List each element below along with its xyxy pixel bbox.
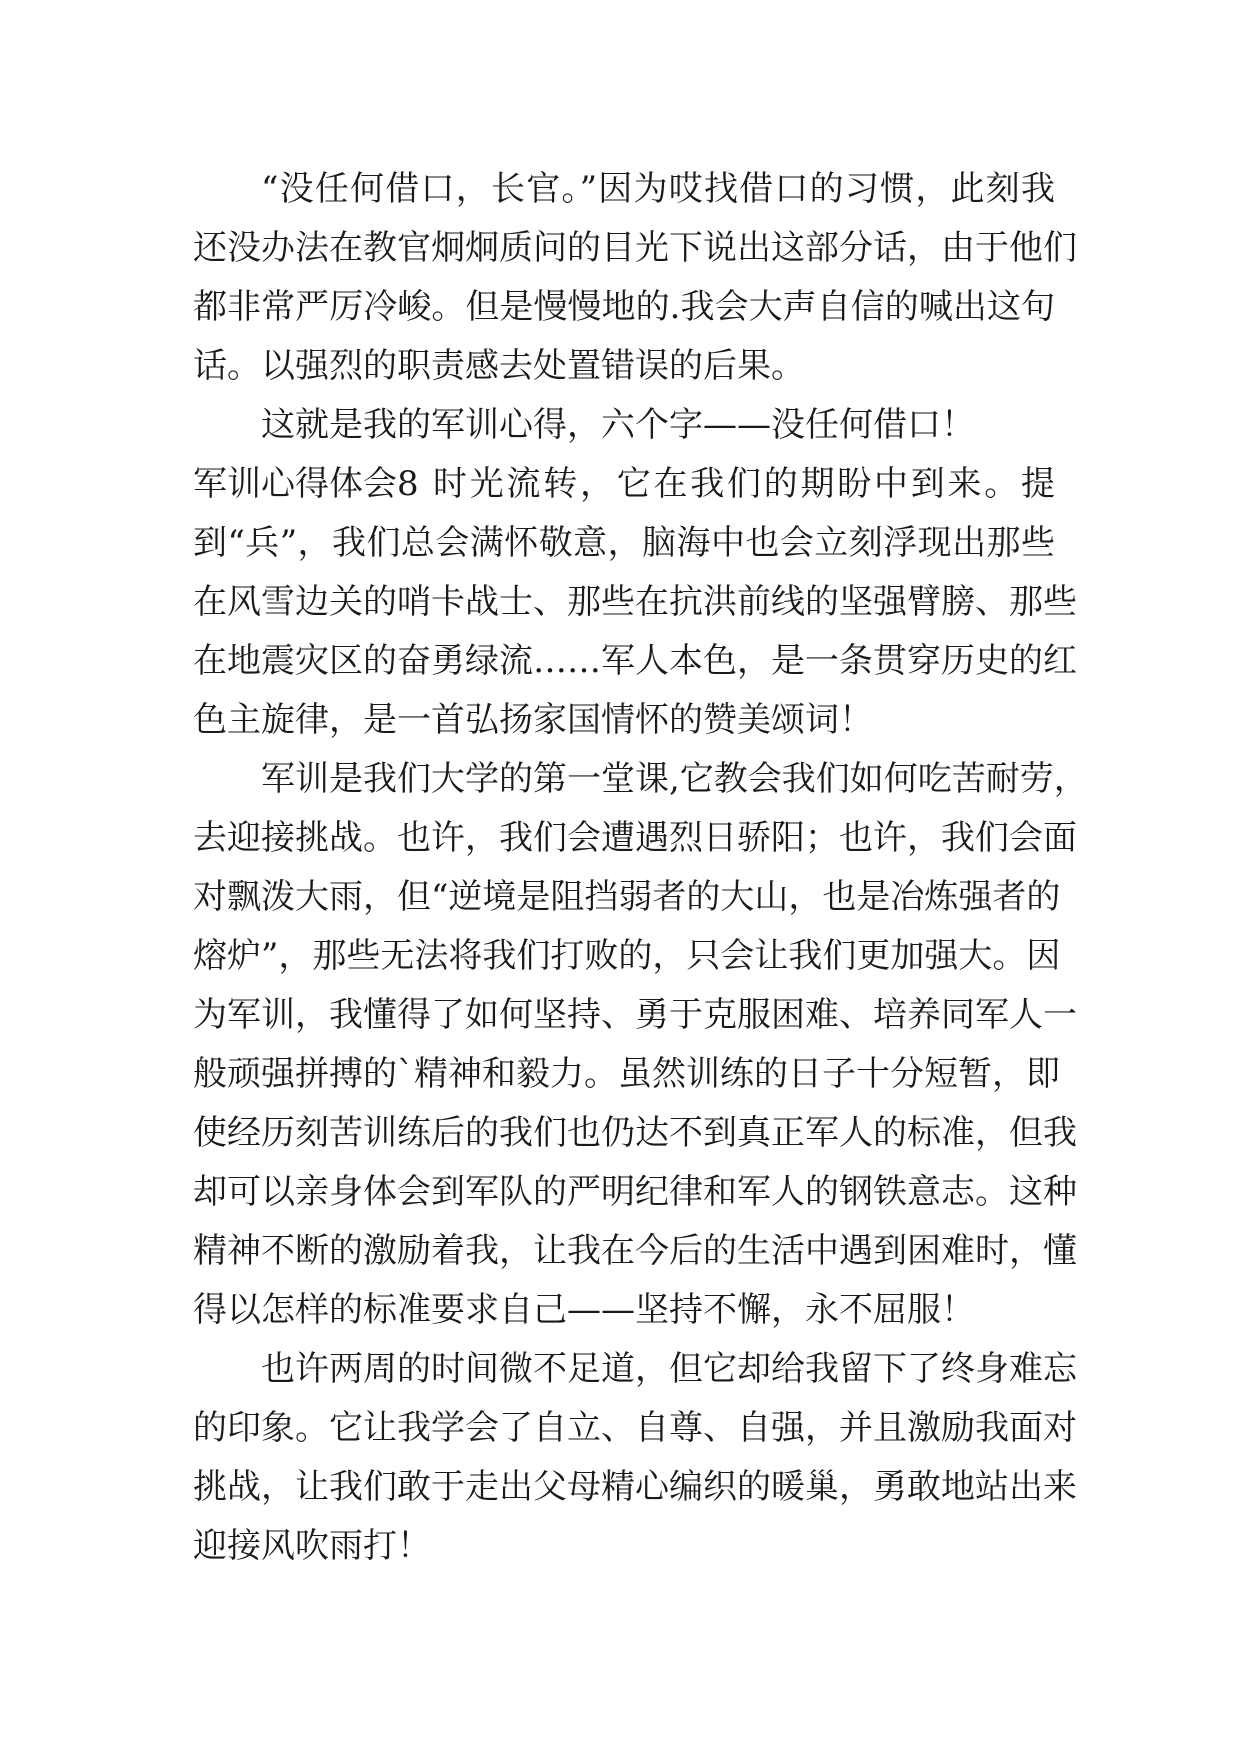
- paragraph-line: 使经历刻苦训练后的我们也仍达不到真正军人的标准，但我: [193, 1113, 1077, 1153]
- paragraph-line: 在风雪边关的哨卡战士、那些在抗洪前线的坚强臂膀、那些: [193, 582, 1077, 622]
- document-body: [193, 160, 1088, 1576]
- paragraph-line: 都非常严厉冷峻。但是慢慢地的.我会大声自信的喊出这句: [193, 287, 1055, 327]
- paragraph-line: 还没办法在教官炯炯质问的目光下说出这部分话，由于他们: [193, 228, 1077, 268]
- paragraph-line: 却可以亲身体会到军队的严明纪律和军人的钢铁意志。这种: [193, 1172, 1077, 1212]
- paragraph-line: 的印象。它让我学会了自立、自尊、自强，并且激励我面对: [193, 1408, 1077, 1448]
- paragraph-line: 挑战，让我们敢于走出父母精心编织的暖巢，勇敢地站出来: [193, 1467, 1077, 1507]
- paragraph-line: 话。以强烈的职责感去处置错误的后果。: [193, 346, 805, 386]
- paragraph-line: 熔炉”，那些无法将我们打败的，只会让我们更加强大。因: [193, 936, 1061, 976]
- paragraph-line: 时光流转，它在我们的期盼中到来。提: [433, 464, 1055, 504]
- paragraph-line: 到“兵”，我们总会满怀敬意，脑海中也会立刻浮现出那些: [193, 523, 1055, 563]
- paragraph-line: 去迎接挑战。也许，我们会遭遇烈日骄阳；也许，我们会面: [193, 818, 1077, 858]
- paragraph-line: 般顽强拼搏的`精神和毅力。虽然训练的日子十分短暂，即: [193, 1054, 1060, 1094]
- paragraph-line: 也许两周的时间微不足道，但它却给我留下了终身难忘: [261, 1349, 1077, 1389]
- paragraph-line: 这就是我的军训心得，六个字——没任何借口！: [261, 405, 975, 445]
- paragraph-line: 军训是我们大学的第一堂课,它教会我们如何吃苦耐劳，: [261, 759, 1088, 799]
- section-heading: 军训心得体会8: [193, 464, 419, 504]
- paragraph-line: 迎接风吹雨打！: [193, 1526, 431, 1566]
- paragraph-line: 为军训，我懂得了如何坚持、勇于克服困难、培养同军人一: [193, 995, 1077, 1035]
- paragraph-line: 精神不断的激励着我，让我在今后的生活中遇到困难时，懂: [193, 1231, 1077, 1271]
- paragraph-line: “没任何借口，长官。”因为哎找借口的习惯，此刻我: [261, 169, 1055, 209]
- paragraph-line: 得以怎样的标准要求自己——坚持不懈，永不屈服！: [193, 1290, 975, 1330]
- section-heading-line: [193, 455, 1055, 514]
- paragraph-line: 在地震灾区的奋勇绿流……军人本色，是一条贯穿历史的红: [193, 641, 1077, 681]
- paragraph-line: 对飘泼大雨，但“逆境是阻挡弱者的大山，也是冶炼强者的: [193, 877, 1061, 917]
- paragraph-line: 色主旋律，是一首弘扬家国情怀的赞美颂词！: [193, 700, 873, 740]
